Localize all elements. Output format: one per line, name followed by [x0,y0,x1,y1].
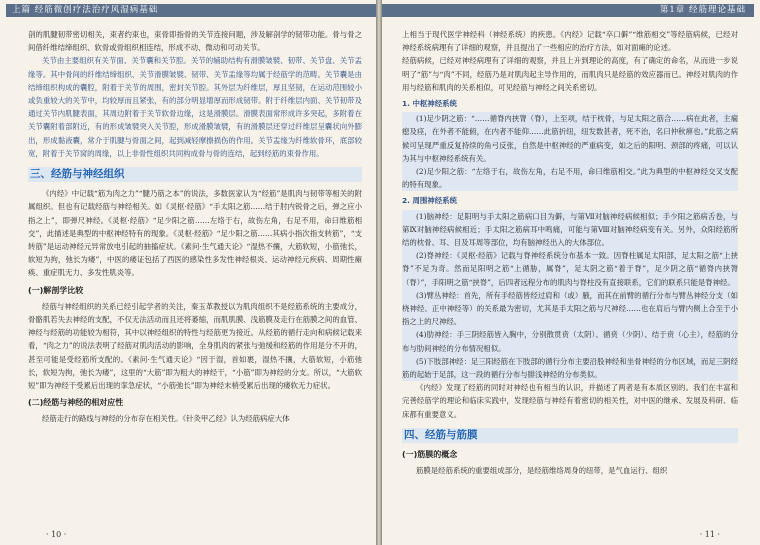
right-page-body [402,28,738,478]
left-paragraph-4: 经筋与神经组织的关系已经引起学者的关注，秦玉革教授以为肌肉组织不是经筋系统的主要成分，骨骼肌若失去神经的支配，不仅无法活动而且还将萎缩，而肌肌膜、浅筋膜及走行在筋膜之间的血管、神经与经筋的功能较为相符，其中以神经组织的特性与经筋更为接近。从经筋的循行走向和病候记载来看，“肉之力”的说法表明了经筋对肌肉活动的影响，全身肌肉的紧张与弛缓和经筋的作用是分不开的，甚至可能是受经筋所支配的。《素问·生气通天论》“因于湿，首如裹，湿热不攘，大筋软短，小筋弛长，软短为拘，弛长为痿”，这里的“大筋”即为粗大的神经干，“小筋”即为神经的分支。所以，“大筋软短”即为神经干受累后出现的挛急症状，“小筋弛长”即为神经末梢受累后出现的痿软无力症状。 [28,301,362,391]
subheading-correspondence: (二)经筋与神经的相对应性 [28,398,124,408]
right-paragraph-4: (2)足少阳之筋：“左络于右，故伤左角，右足不用，命曰维筋相交。”此为典型的中枢神经交叉支配的特有现象。 [402,165,738,191]
subheading-anatomy: (一)解剖学比较 [28,285,84,295]
left-page-header: 上篇 经筋微创疗法治疗风湿病基础 [6,4,376,17]
right-paragraph-8: (4)肋神经：手三阴经筋皆入胸中，分别散贯贲（太阴）、循贲（少阴）、结于贲（心主），经筋的分布与肋间神经的分布情况相似。 [402,328,738,354]
right-paragraph-3: (1)足少阴之筋：“……循脊内挟膂（脊），上至项，结于枕骨，与足太阳之筋合……病在此者，主痫瘛及痉，在外者不能俯，在内者不能仰……此筋折纽，纽发数甚者，死不治，名曰仲秋痹也。”此筋之病候可呈现严重反复持续的角弓反张，自然是中枢神经的严重病变，如之后的阳明、颈部的疼痛，可以认为其与中枢神经系统有关。 [402,112,738,165]
right-paragraph-2: 经筋病候，已经对神经病理有了详细的观察，并且上升到理论的高度，有了确定的命名，从而进一步说明了“筋”与“肉”不同，经筋乃是对肌肉起主导作用的，而肌肉只是经筋的效应器而已。神经对肌肉的作用与经筋和肌肉的关系相似，可见经筋与神经之间关系密切。 [402,56,738,92]
right-paragraph-5: (1)脑神经：足阳明与手太阳之筋病口目为僻，与第Ⅶ对脑神经病候相似；手少阳之筋病舌卷，与第Ⅸ对脑神经病候相近；手太阳之筋病耳中鸣痛，可能与第Ⅷ对脑神经病变有关。另外，众阳经筋所结的枕骨、耳、目及耳周等部位，均有脑神经出入的大体部位。 [402,210,738,250]
section-heading-nerve: 三、经筋与神经组织 [28,167,362,182]
subsection-central-nervous: 1. 中枢神经系统 [402,99,457,109]
left-paragraph-1: 剖的肌腱韧带密切相关，束者约束也，束骨即指骨的关节连接问题，涉及解剖学的韧带功能。骨与骨之间借纤维结缔组织、软骨或骨组织相连结，形成不动、微动和可动关节。 [28,30,362,53]
right-page-number: · 11 · [699,530,720,539]
right-page [382,0,760,545]
left-paragraph-2: 关节由主要组织有关节面、关节囊和关节腔。关节的辅助结构有滑膜皱襞、韧带、关节盘、关节盂缘等。其中骨间的纤维结缔组织、关节滑膜皱襞、韧带、关节盂缘等均属于经筋学的范畴。关节囊是由结缔组织构成的囊腔，附着于关节的周围，密封关节腔。其外层为纤维层，厚且坚韧，在运动范围较小或负重较大的关节中，均较厚而且紧张，有的部分明显增厚而形成韧带。附于纤维层内面、关节韧带及通过关节内肌腱表面，其周边附着于关节软骨边缘，这是滑膜层。滑膜表面常形成许多突起，多附着在关节囊附着部附近，有的形成皱襞突入关节腔，形成滑膜皱襞，有的滑膜层还穿过纤维层呈囊状向外膨出，形成黏液囊，常介于肌腱与骨面之间，起到减轻摩擦损伤的作用。关节盂缘为纤维软骨环，底部较宽，附着于关节窝的周缘，以上非骨性组织共同构成骨与骨的连结，起到经筋的束骨作用。 [28,56,362,158]
left-paragraph-3: 《内经》中记载“筋为肉之力”“腱乃筋之本”的说法，多数医家认为“经筋”是肌肉与韧带等相关的附属组织。但也有记载经筋与神经相关。如《灵枢·经筋》“手太阳之筋……结于肘内锐骨之后，弹之应小指之上”，即弹尺神经。《灵枢·经筋》“足少阳之筋……左络于右，故伤左角，右足不用，命曰维筋相交”，此描述是典型的中枢神经特有的现象。《灵枢·经筋》“足少阳之筋……其病小指次指支转筋”，“支转筋”是运动神经元异常放电引起的抽搐症状。《素问·生气通天论》“湿热不攘，大筋软短，小筋弛长，软短为拘，弛长为痿”，中医的痿证包括了西医的感染性多发性神经根炎、运动神经元疾病、周期性瘫痪、重症肌无力、多发性肌炎等。 [28,189,362,278]
section-heading-fascia: 四、经筋与筋膜 [402,428,738,443]
left-page-body [28,28,362,426]
right-paragraph-7: (3)臂丛神经：首先，所有手经筋皆经过肩和（或）腋，而其在前臂的循行分布与臂丛神经分支（如桡神经、正中神经等）的关系最为密切，尤其是手太阳之筋与尺神经……也在肩后与臂内侧上合至于小指之上的尺神经。 [402,289,738,329]
right-paragraph-10: 《内经》发现了经筋的同时对神经也有相当的认识，并描述了两者是有本质区别的。我们在丰富和完善经筋学的理论和临床实践中，发现经筋与神经有着密切的相关性，对中医的继承、发展及科研、临床都有重要意义。 [402,383,738,419]
right-paragraph-6: (2)脊神经：《灵枢·经筋》记载与脊神经系统分布基本一致。因脊柱属足太阳部，足太阳之筋“上挟脊”不足为奇。然而足阳明之筋“上循胁，属脊”，足太阴之筋“着于脊”，足少阴之筋“循脊内挟膂（脊）”，手阳明之筋“挟脊”，后四者远程分布的肌肉与脊柱没有直接联系，它们的联系只能是脊神经。 [402,249,738,289]
right-paragraph-11: 筋膜是经筋系统的重要组成部分，是经筋维络周身的纽带，是气血运行、组织 [416,466,668,476]
right-paragraph-1: 上相当于现代医学神经科（神经系统）的疾患。《内经》记载“卒口僻”“维筋相交”等经筋病候，已经对神经系统病理有了详细的观察，并且提出了一些相应的治疗方法，如对面瘫的论述。 [402,30,738,53]
left-page [0,0,376,545]
right-page-header: 第1章 经筋理论基础 [382,4,754,17]
subsection-peripheral-nervous: 2. 周围神经系统 [402,196,457,206]
left-paragraph-5: 经筋走行的路线与神经的分布存在相关性。《针灸甲乙经》认为经筋病症大体 [42,414,290,424]
subheading-fascia-concept: (一)筋膜的概念 [402,450,458,460]
left-page-number: · 10 · [46,530,67,539]
right-paragraph-9: (5)下肢部神经：足三阳经筋在下肢部的循行分布主要沿股神经和坐骨神经的分布区域，而足三阴经筋的起始于足部，这一段的循行分布与腓浅神经的分布类似。 [402,355,738,381]
